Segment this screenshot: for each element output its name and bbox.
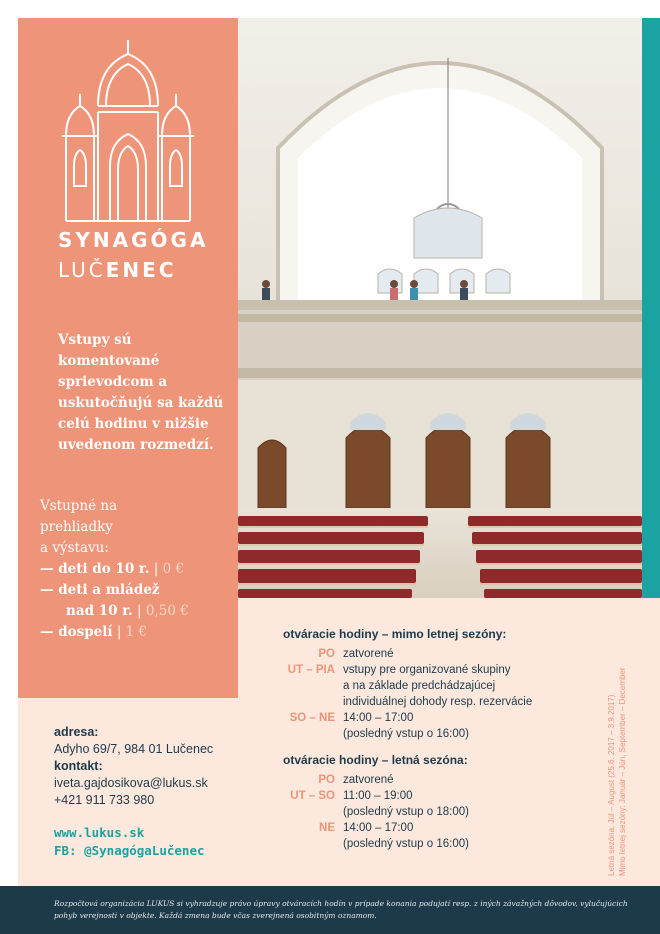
hours-text (343, 662, 583, 710)
hours-line: vstupy pre organizované skupiny (343, 664, 511, 676)
season-note-line2: Mimo letnej sezóny: Január – Jún, September – December (618, 667, 627, 876)
hours-line: zatvorené (343, 774, 394, 786)
hours-day: UT – PIA (287, 664, 335, 676)
web-links (54, 824, 205, 860)
hours-row (283, 710, 583, 742)
hours-row (283, 788, 583, 820)
contact-label: kontakt: (54, 759, 103, 773)
fees-heading-3: a výstavu: (40, 540, 109, 556)
hours-text (343, 646, 583, 662)
hours-line: zatvorené (343, 648, 394, 660)
footer-disclaimer: Rozpočtová organizácia LUKUS si vyhradzuje právo úpravy otváracích hodín v prípade konania podujatí resp. z iných závažných dôvodov, vylučujúcich pohyb verejnosti v objekte. Každá zmena bude včas zverejnená osobitným oznamom. (54, 899, 628, 920)
admission-fees (40, 496, 225, 643)
fee-row-youth (40, 580, 225, 601)
hours-text (343, 772, 583, 788)
hours-day: PO (318, 648, 335, 660)
email-link[interactable]: iveta.gajdosikova@lukus.sk (54, 776, 208, 790)
accent-bar (642, 18, 660, 598)
website-link[interactable]: www.lukus.sk (54, 825, 145, 840)
hours-row (283, 772, 583, 788)
brand-title: SYNAGÓGA (58, 228, 209, 252)
synagogue-logo-icon (58, 36, 198, 226)
hours-line: 11:00 – 19:00 (343, 790, 413, 802)
hours-day: UT – SO (290, 790, 335, 802)
synagogue-interior-photo (238, 18, 642, 598)
fee-sep: | (132, 603, 146, 619)
hours-row (283, 820, 583, 852)
fee-row-children (40, 559, 225, 580)
hours-line: a na základe predchádzajúcej (343, 680, 496, 692)
fees-heading-1: Vstupné na (40, 498, 118, 514)
intro-text: Vstupy sú komentované sprievodcom a uskutočňujú sa každú celú hodinu v nižšie uvedenom rozmedzí. (58, 332, 224, 453)
hours-line: individuálnej dohody resp. rezervácie (343, 696, 533, 708)
hours-line: (posledný vstup o 18:00) (343, 806, 469, 818)
opening-hours (283, 626, 583, 852)
hours-summer-title: otváracie hodiny – letná sezóna: (283, 753, 468, 767)
hours-text (343, 820, 583, 852)
hours-row (283, 646, 583, 662)
hours-line: (posledný vstup o 16:00) (343, 838, 469, 850)
hours-day: SO – NE (289, 712, 335, 724)
hours-row (283, 662, 583, 710)
address-value: Adyho 69/7, 984 01 Lučenec (54, 742, 214, 756)
footer (0, 886, 660, 934)
fees-heading-2: prehliadky (40, 519, 113, 535)
hours-line: 14:00 – 17:00 (343, 822, 414, 834)
hours-off-season-title: otváracie hodiny – mimo letnej sezóny: (283, 627, 507, 641)
fee-label: — deti do 10 r. (40, 561, 150, 577)
hours-text (343, 788, 583, 820)
fee-sep: | (149, 561, 163, 577)
fee-price: 0 € (162, 561, 185, 577)
hours-day: NE (319, 822, 335, 834)
season-note-line1: Letná sezóna: Júl – August (25.6. 2017 – 3.9.2017) (607, 694, 616, 876)
season-note (606, 667, 628, 876)
facebook-link[interactable]: FB: @SynagógaLučenec (54, 843, 205, 858)
brand-subtitle-light: LUČ (58, 258, 106, 282)
fee-label: — dospelí (40, 624, 113, 640)
hours-line: (posledný vstup o 16:00) (343, 728, 469, 740)
phone-value: +421 911 733 980 (54, 793, 155, 807)
fee-price: 0,50 € (145, 603, 189, 619)
hours-text (343, 710, 583, 742)
address-label: adresa: (54, 725, 99, 739)
hours-line: 14:00 – 17:00 (343, 712, 414, 724)
fee-row-youth-2 (40, 601, 225, 622)
fee-label: nad 10 r. (66, 603, 133, 619)
fee-label: — deti a mládež (40, 582, 160, 598)
contact-block (54, 724, 244, 809)
fee-price: 1 € (125, 624, 148, 640)
brand-subtitle-bold: ENEC (105, 258, 177, 282)
hours-day: PO (318, 774, 335, 786)
fee-sep: | (112, 624, 126, 640)
brand-subtitle (58, 258, 177, 282)
fee-row-adults (40, 622, 225, 643)
